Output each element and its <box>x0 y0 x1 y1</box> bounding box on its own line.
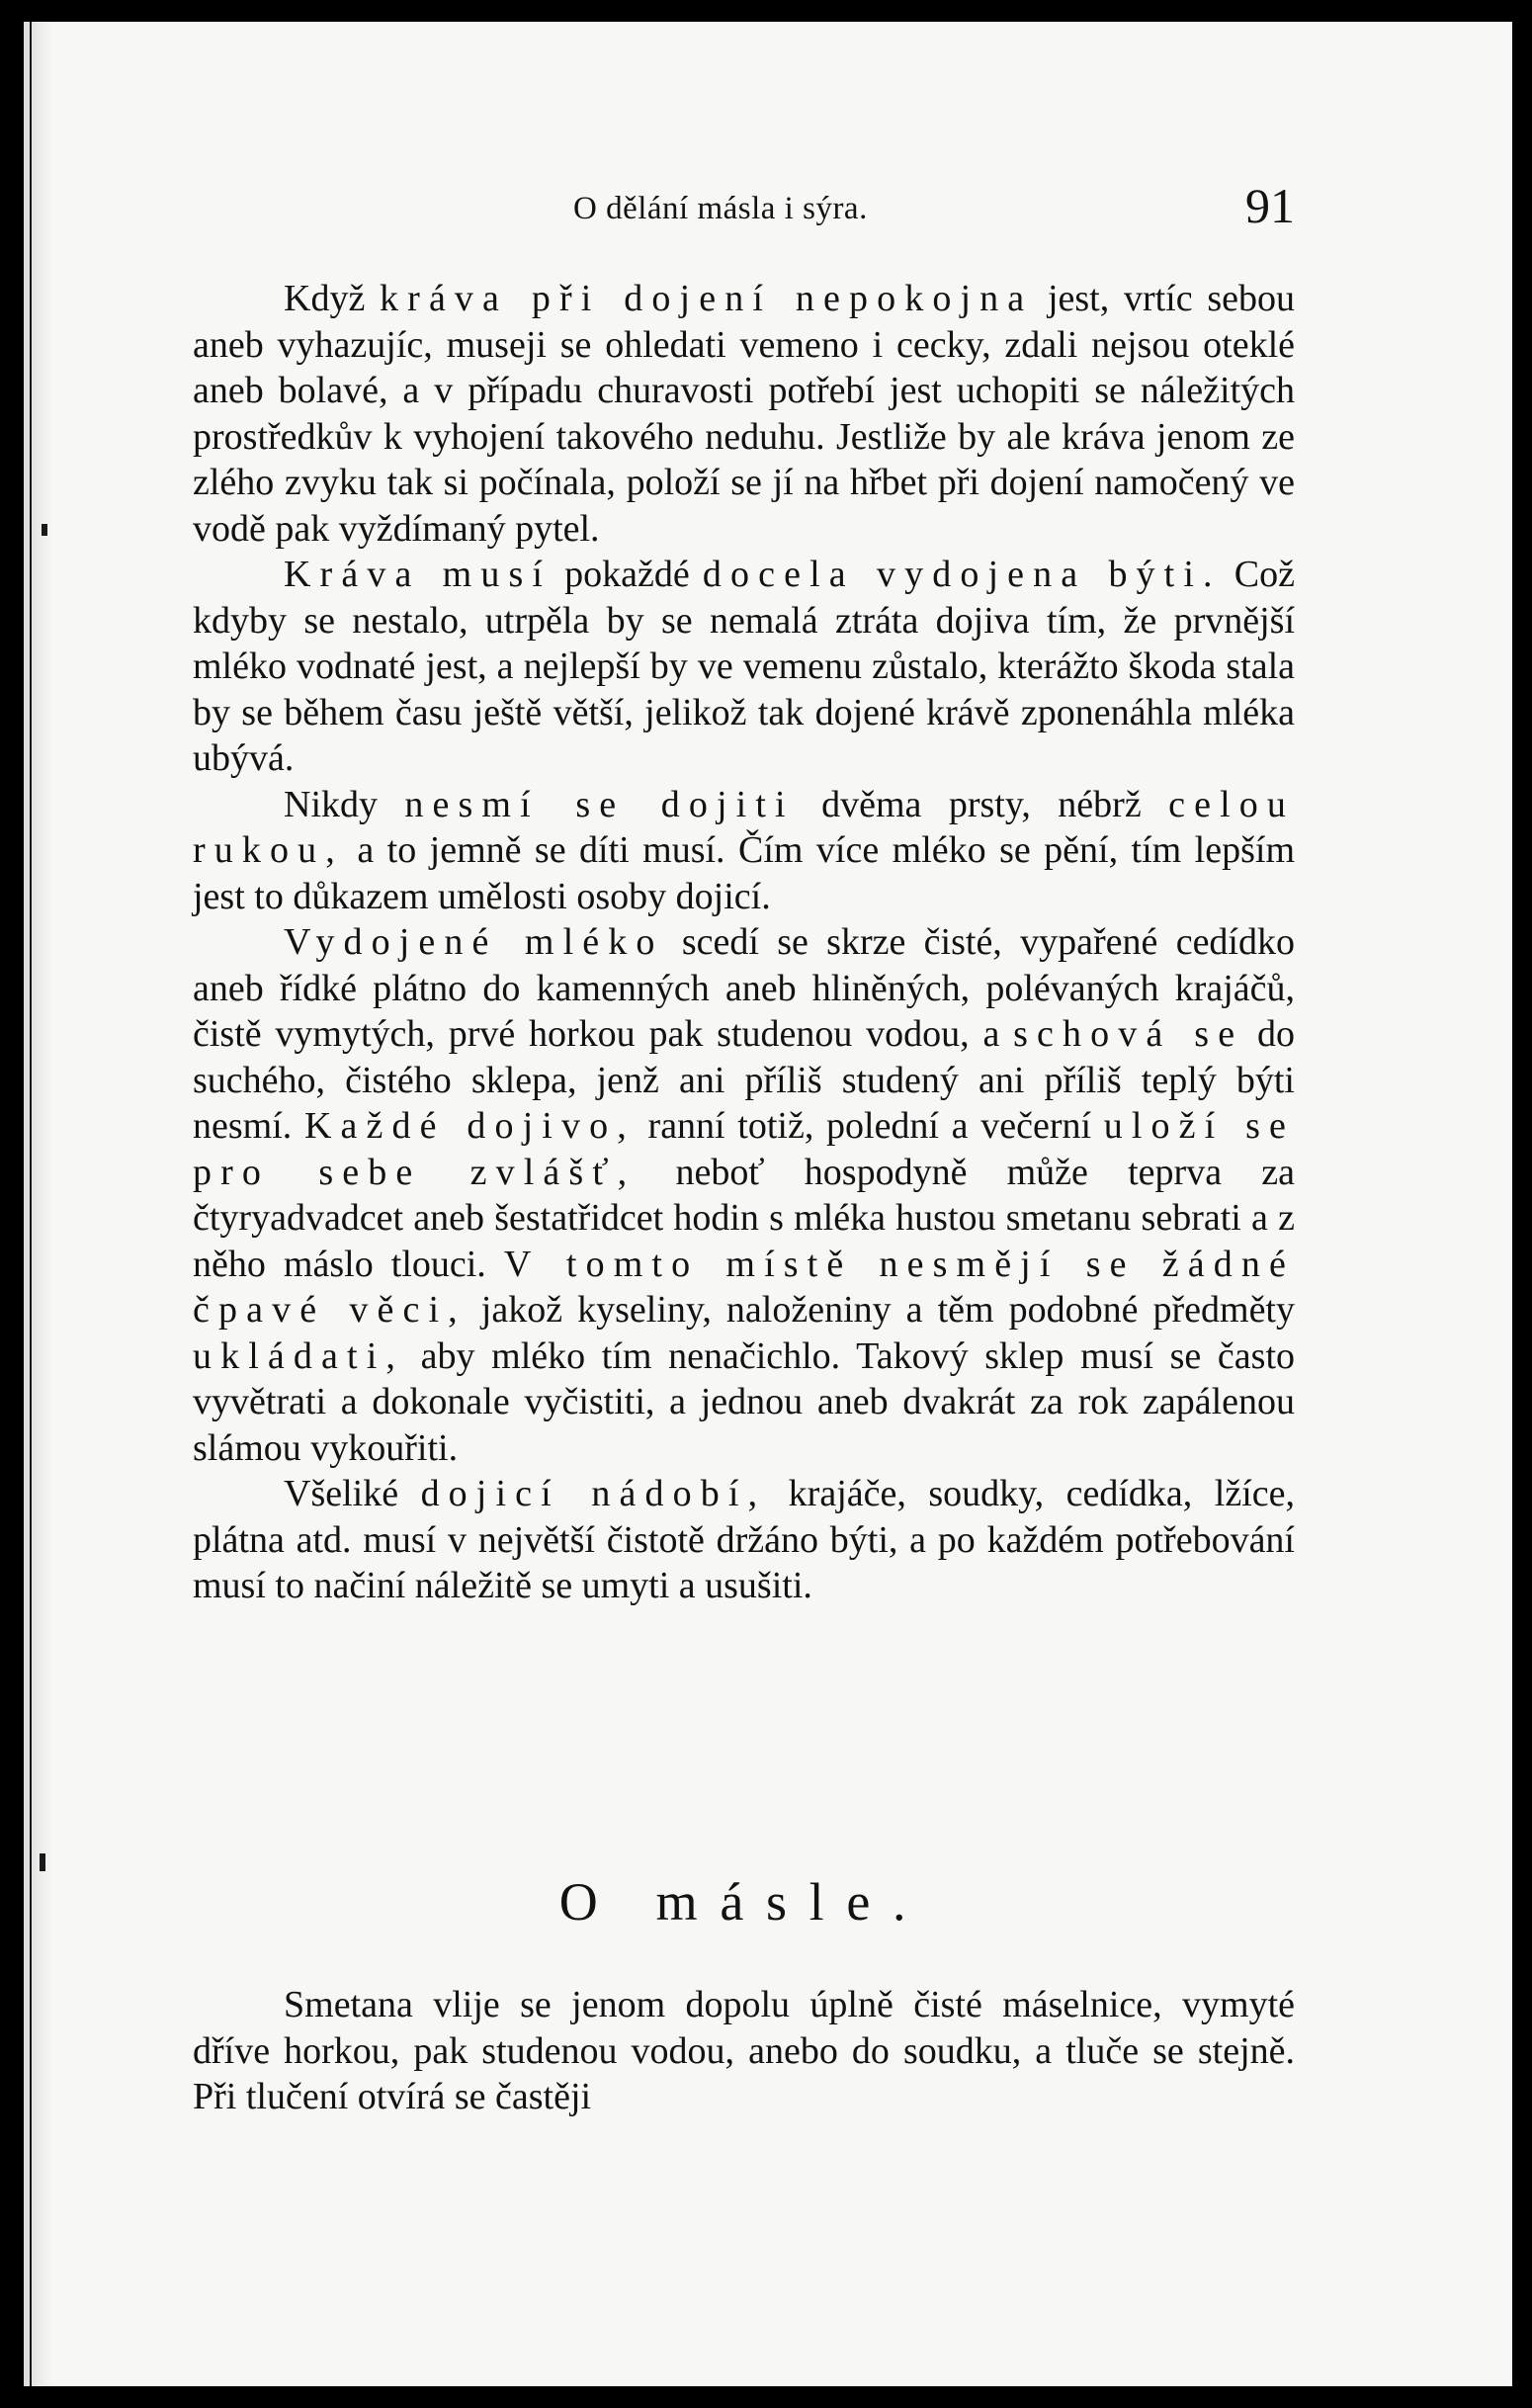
text-run: Což kdyby se nestalo, utrpěla by se nemalá ztráta dojiva tím, že prvnější mléko vodnaté jest, a nejlepší by ve vemenu zůstalo, kterážto škoda stala by se během času ještě větší, jelikož tak dojené krávě zponenáhla mléka ubývá. <box>193 554 1295 779</box>
spaced-emphasis: schová se <box>1013 1013 1244 1055</box>
section-heading: O másle. <box>558 1872 929 1932</box>
text-run: dvěma prsty, nébrž <box>794 783 1169 825</box>
body-paragraph <box>193 1471 1295 1609</box>
text-run: Všeliké <box>284 1473 421 1514</box>
page-number: 91 <box>1245 178 1295 233</box>
gutter-mark <box>42 524 47 536</box>
text-run: ranní totiž, polední a večerní <box>635 1105 1104 1147</box>
gutter-mark <box>40 1853 45 1871</box>
text-run: scedí se skrze čisté, vypařené cedídko aneb řídké plátno do kamenných aneb hliněných, polévaných krajáčů, čistě vymytých, prvé horkou pak studenou vodou, a <box>193 921 1295 1055</box>
section-text <box>193 1982 1295 2120</box>
spaced-emphasis: nesmí se dojiti <box>404 783 795 825</box>
spaced-emphasis: Každé dojivo, <box>303 1105 636 1147</box>
spaced-emphasis: docela vydojena býti. <box>702 554 1222 595</box>
section-paragraph <box>193 1982 1295 2120</box>
spaced-emphasis: ukládati, <box>193 1334 404 1377</box>
spaced-emphasis: Kráva musí <box>284 554 553 595</box>
gutter-line <box>30 22 32 2386</box>
body-paragraph <box>193 276 1295 552</box>
text-run: Když <box>284 278 381 319</box>
spaced-emphasis: dojicí nádobí, <box>420 1473 767 1514</box>
body-paragraph <box>193 919 1295 1471</box>
page-gutter <box>24 22 53 2386</box>
text-run: jest, vrtíc sebou aneb vyhazujíc, museji se ohledati vemeno i cecky, zdali nejsou oteklé aneb bolavé, a v případu churavosti potřebí jest uchopiti se náležitých prostředkův k vyhojení takového neduhu. Jestliže by ale kráva jenom ze zlého zvyku tak si počínala, položí se jí na hřbet při dojení namočený ve vodě pak vyždímaný pytel. <box>193 278 1295 550</box>
body-paragraph <box>193 552 1295 782</box>
text-run: neboť hospodyně může teprva za čtyryadvadcet aneb šestatřidcet hodin s mléka hustou smetanu sebrati a z něho máslo tlouci. <box>193 1151 1295 1285</box>
text-run: a to jemně se díti musí. Čím více mléko se pění, tím lepším jest to důkazem umělosti osoby dojicí. <box>193 829 1295 917</box>
text-run: Smetana vlije se jenom dopolu úplně čisté máselnice, vymyté dříve horkou, pak studenou vodou, anebo do soudku, a tluče se stejně. Při tlučení otvírá se častěji <box>193 1984 1295 2117</box>
body-text <box>193 276 1295 1609</box>
text-run: aby mléko tím nenačichlo. Takový sklep musí se často vyvětrati a dokonale vyčistiti, a jednou aneb dvakrát za rok zapálenou slámou vykouřiti. <box>193 1334 1295 1469</box>
text-run: pokaždé <box>552 554 703 595</box>
spaced-emphasis: celou rukou, <box>193 783 1295 871</box>
body-paragraph <box>193 782 1295 920</box>
text-run: Nikdy <box>284 783 405 825</box>
spaced-emphasis: Vydojené mléko <box>284 921 664 963</box>
page-header <box>193 173 1295 244</box>
spaced-emphasis: kráva při dojení nepokojna <box>380 278 1034 319</box>
text-run: do suchého, čistého sklepa, jenž ani příliš studený ani příliš teplý býti nesmí. <box>193 1013 1295 1147</box>
spaced-emphasis: uloží se pro sebe zvlášť, <box>193 1105 1295 1193</box>
text-run: krajáče, soudky, cedídka, lžíce, plátna atd. musí v největší čistotě držáno býti, a po každém potřebování musí to načiní náležitě se umyti a usušiti. <box>193 1473 1295 1606</box>
text-run: jakož kyseliny, naloženiny a těm podobné předměty <box>466 1289 1295 1331</box>
spaced-emphasis: V tomto místě nesmějí se žádné čpavé věci, <box>193 1243 1295 1331</box>
running-title: O dělání másla i sýra. <box>573 191 868 226</box>
